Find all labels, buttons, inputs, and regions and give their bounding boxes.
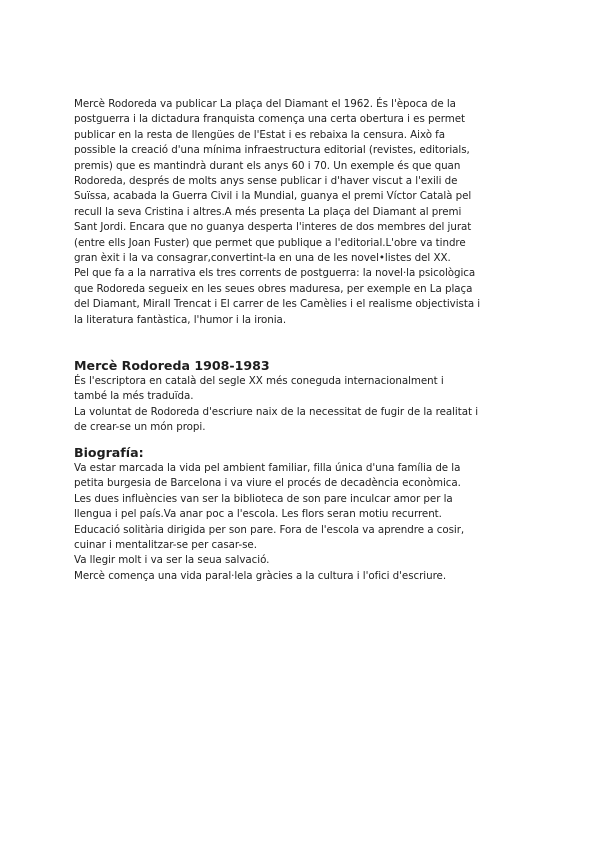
intro-line: Mercè Rodoreda va publicar La plaça del Diamant el 1962. És l'època de la [74,98,456,110]
intro-line: recull la seva Cristina i altres.A més presenta La plaça del Diamant al premi [74,205,462,218]
section-heading-biography: Biografía: [74,445,144,460]
section-line: de crear-se un món propi. [74,421,206,434]
section-biography [74,445,534,584]
section-line: petita burgesia de Barcelona i va viure el procés de decadència econòmica. [74,477,461,490]
intro-line: Suïssa, acabada la Guerra Civil i la Mundial, guanya el premi Víctor Català pel [74,190,472,203]
intro-line: Sant Jordi. Encara que no guanya desperta l'interes de dos membres del jurat [74,221,472,234]
section-line: també la més traduïda. [74,390,194,403]
intro-line: publicar en la resta de llengües de l'Estat i es rebaixa la censura. Això fa [74,128,445,141]
section-line: Va llegir molt i va ser la seua salvació. [74,554,270,567]
intro-paragraph [74,97,534,328]
section-heading-author: Mercè Rodoreda 1908-1983 [74,358,270,373]
intro-line: (entre ells Joan Fuster) que permet que publique a l'editorial.L'obre va tindre [74,236,466,249]
section-line: És l'escriptora en català del segle XX més coneguda internacionalment i [74,375,444,387]
intro-line: possible la creació d'una mínima infraestructura editorial (revistes, editorials, [74,144,470,157]
section-line: Va estar marcada la vida pel ambient familiar, filla única d'una família de la [74,462,461,474]
section-line: llengua i pel país.Va anar poc a l'escola. Les flors seran motiu recurrent. [74,508,442,521]
section-line: cuinar i mentalitzar-se per casar-se. [74,539,257,552]
section-author [74,358,534,436]
section-line: La voluntat de Rodoreda d'escriure naix de la necessitat de fugir de la realitat i [74,405,479,418]
section-line: Mercè comença una vida paral·lela gràcies a la cultura i l'ofici d'escriure. [74,569,447,582]
intro-line: Pel que fa a la narrativa els tres corrents de postguerra: la novel·la psicològica [74,267,476,280]
intro-line: gran èxit i la va consagrar,convertint-la en una de les novel•listes del XX. [74,252,451,265]
intro-line: postguerra i la dictadura franquista comença una certa obertura i es permet [74,113,466,126]
intro-line: premis) que es mantindrà durant els anys 60 i 70. Un exemple és que quan [74,159,461,172]
intro-line: del Diamant, Mirall Trencat i El carrer de les Camèlies i el realisme objectivista i [74,298,481,311]
intro-line: que Rodoreda segueix en les seues obres maduresa, per exemple en La plaça [74,282,473,295]
intro-line: Rodoreda, després de molts anys sense publicar i d'haver viscut a l'exili de [74,175,458,188]
section-line: Les dues influències van ser la biblioteca de son pare inculcar amor per la [74,492,453,505]
section-line: Educació solitària dirigida per son pare. Fora de l'escola va aprendre a cosir, [74,523,465,536]
intro-line: la literatura fantàstica, l'humor i la ironia. [74,313,287,326]
